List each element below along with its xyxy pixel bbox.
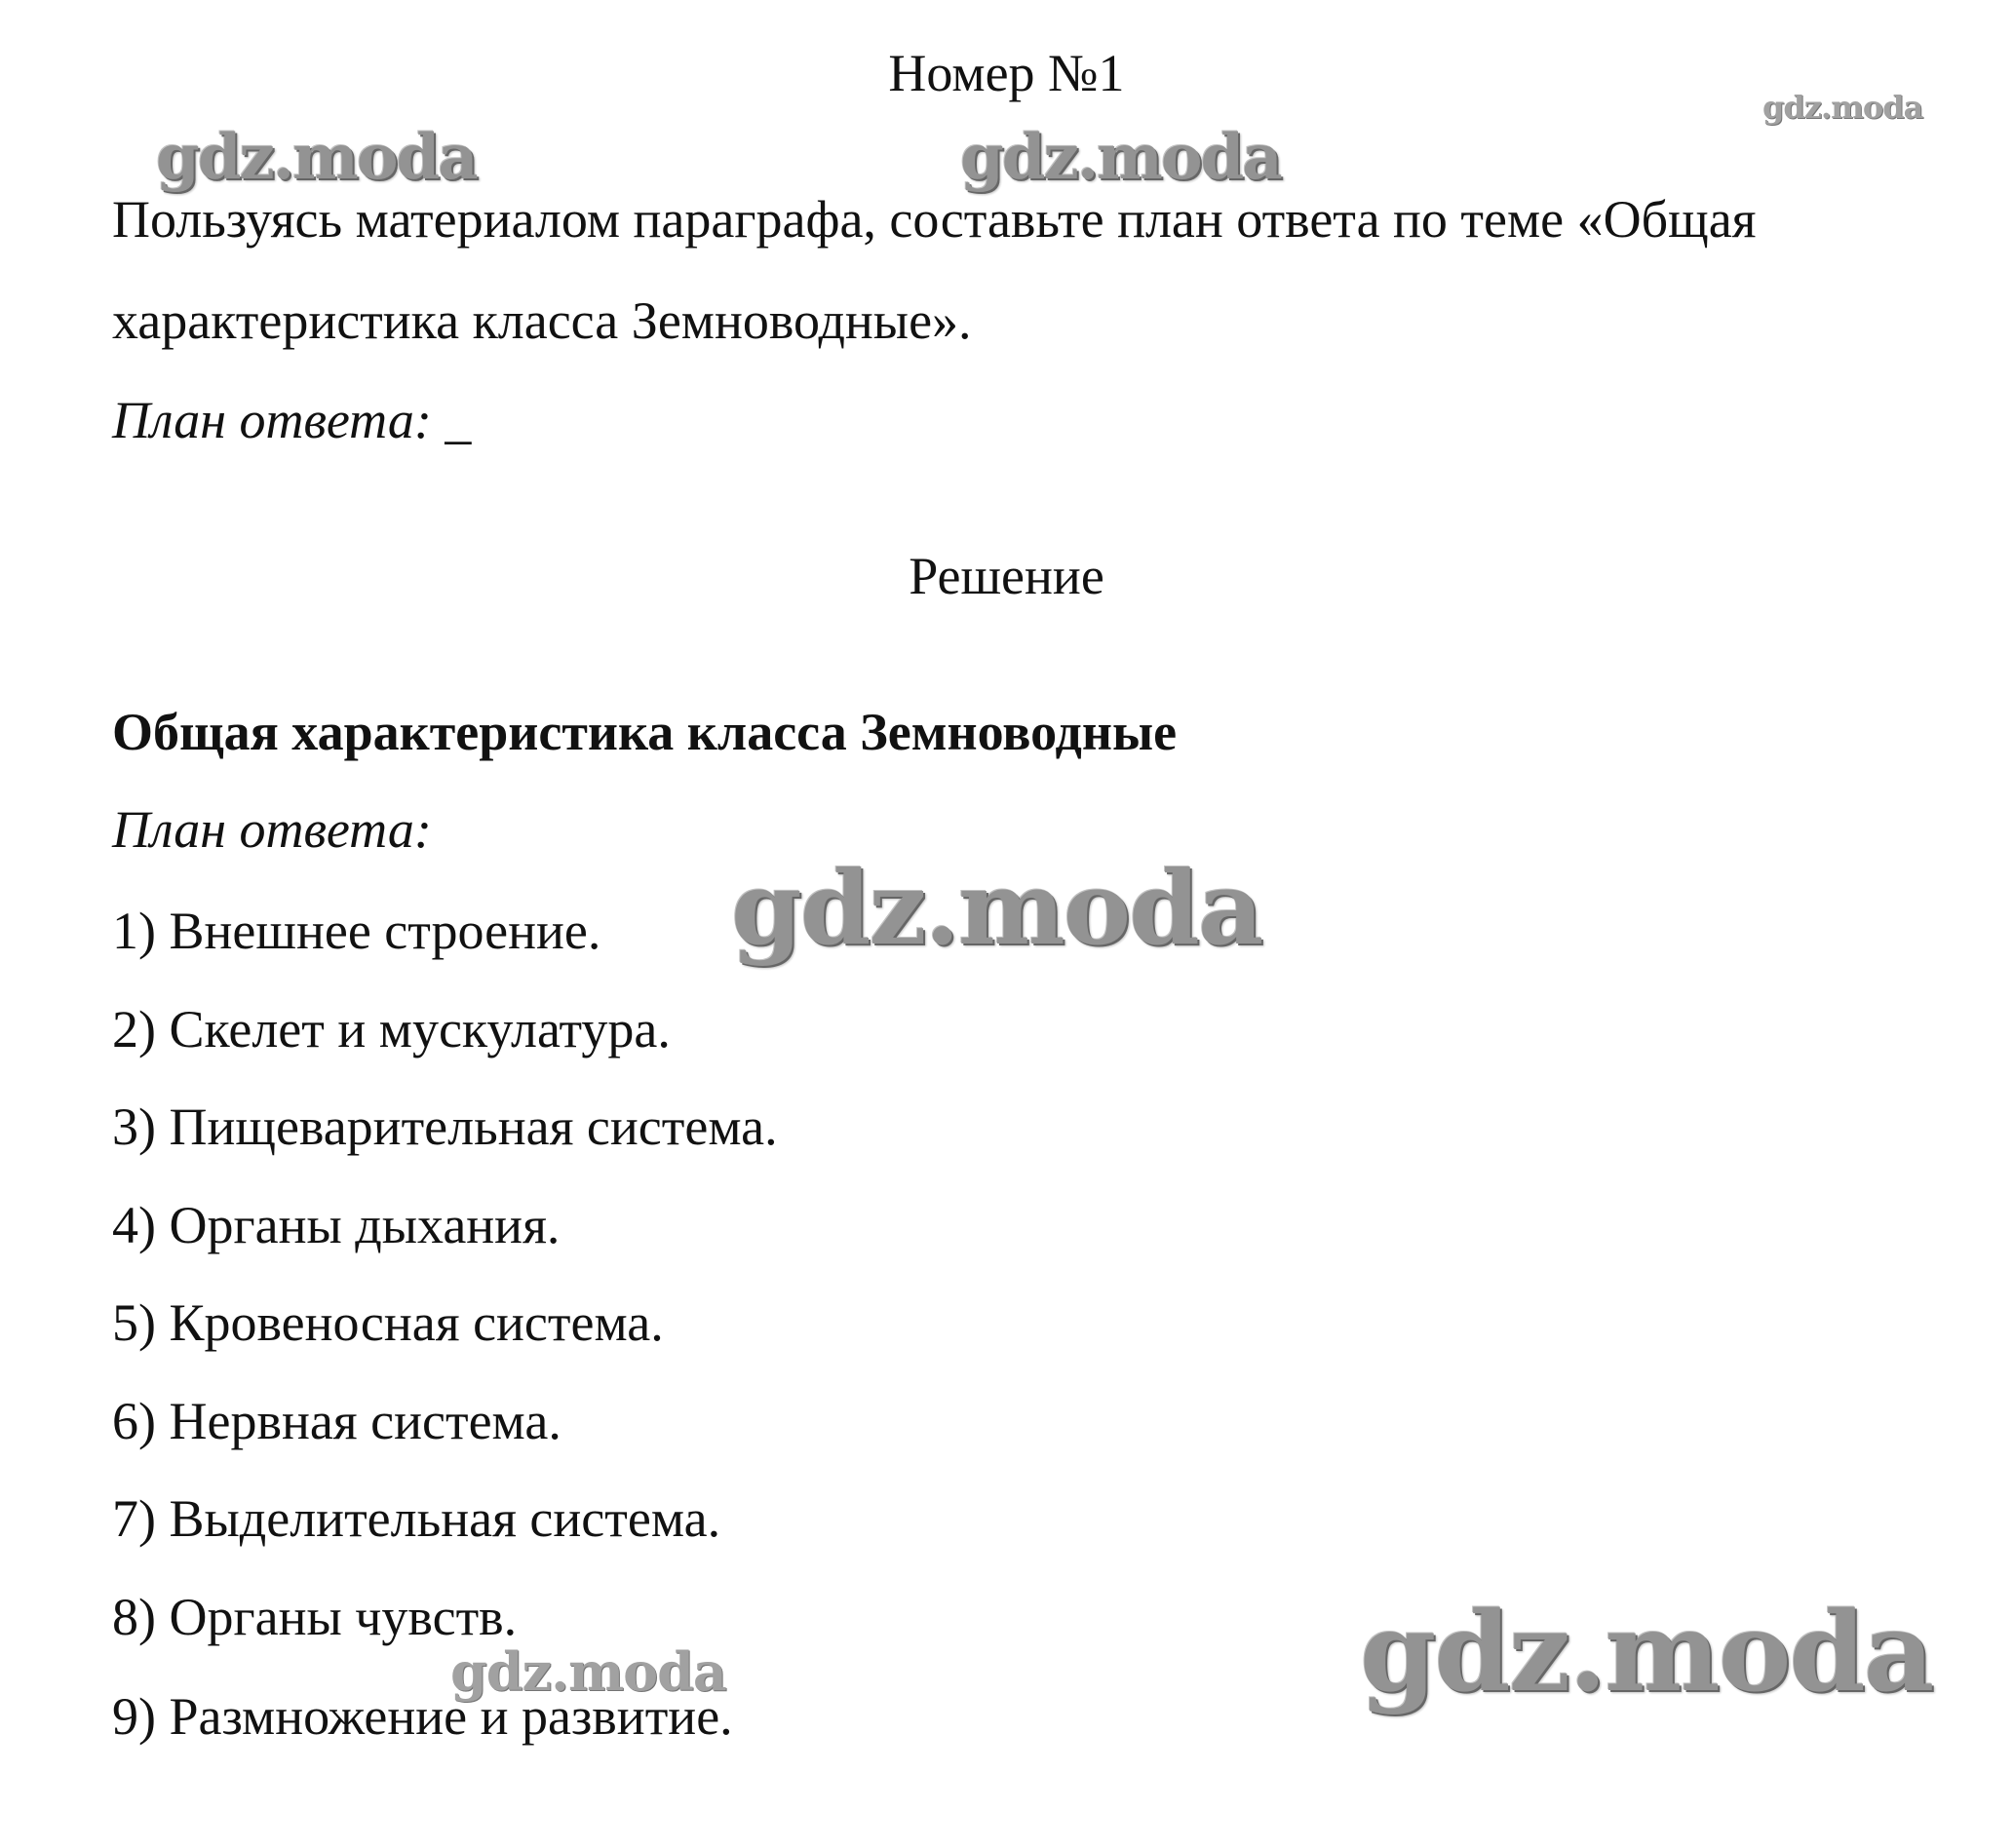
plan-item: 3) Пищеварительная система.: [112, 1097, 778, 1156]
plan-item: 2) Скелет и мускулатура.: [112, 1000, 671, 1059]
plan-item: 4) Органы дыхания.: [112, 1196, 561, 1254]
plan-item: 6) Нервная система.: [112, 1392, 561, 1450]
watermark-top-left: gdz.moda: [156, 121, 477, 194]
plan-item: 5) Кровеносная система.: [112, 1293, 664, 1352]
task-text-line-2: характеристика класса Земноводные».: [112, 291, 972, 350]
plan-item: 9) Размножение и развитие.: [112, 1687, 733, 1746]
watermark-top-center: gdz.moda: [960, 121, 1281, 194]
plan-item: 1) Внешнее строение.: [112, 902, 601, 960]
solution-heading: Решение: [909, 547, 1104, 605]
plan-item: 8) Органы чувств.: [112, 1588, 518, 1646]
watermark-bottom-right: gdz.moda: [1360, 1589, 1933, 1716]
solution-topic: Общая характеристика класса Земноводные: [112, 703, 1178, 761]
task-text-line-1: Пользуясь материалом параграфа, составьте план ответа по теме «Общая: [112, 190, 1757, 249]
plan-label: План ответа:: [112, 800, 432, 859]
watermark-middle: gdz.moda: [731, 848, 1262, 968]
plan-item: 7) Выделительная система.: [112, 1489, 721, 1548]
watermark-bottom-left: gdz.moda: [450, 1640, 726, 1703]
watermark-top-right: gdz.moda: [1762, 89, 1923, 126]
page-title: Номер №1: [888, 44, 1125, 102]
answer-prompt: План ответа: _: [112, 391, 472, 449]
